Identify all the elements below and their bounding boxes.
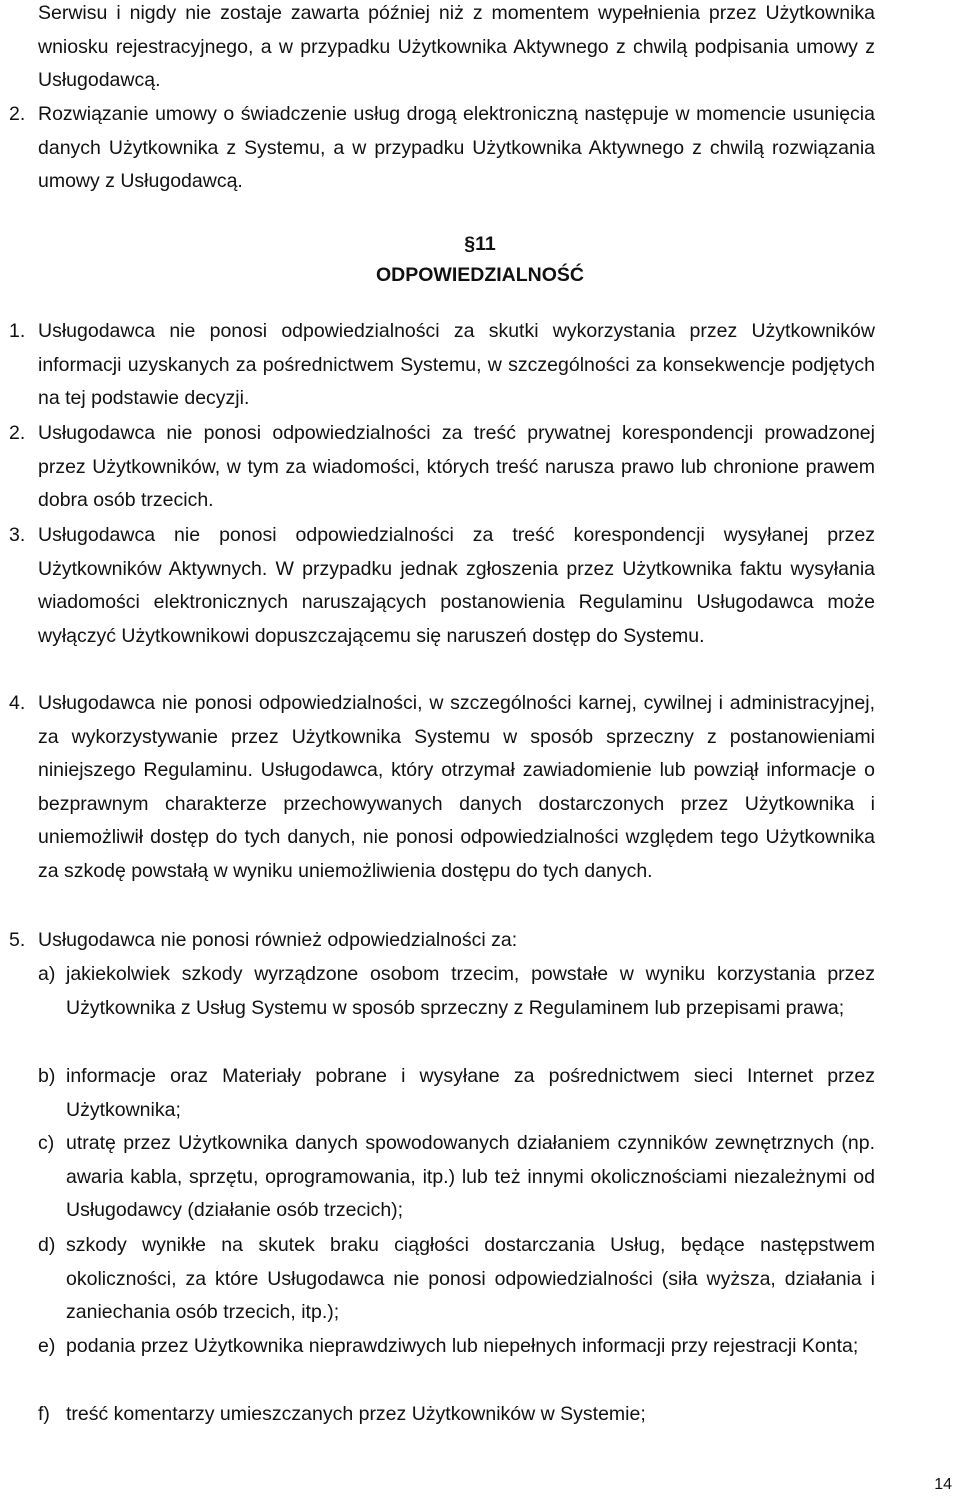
item-5-number: 5. [9,929,26,951]
section-symbol: § [464,233,476,255]
item-3-number: 3. [9,524,26,546]
subitem-d-text: szkody wynikłe na skutek braku ciągłości dostarczania Usług, będące następstwem okoliczności, za które Usługodawca nie ponosi odpowiedzialności (siła wyższa, działania i zaniechania osób trzecich, itp.); [66,1234,875,1324]
item-5-text: Usługodawca nie ponosi również odpowiedzialności za: [38,929,518,951]
subitem-e-number: e) [38,1335,56,1357]
subitem-b-text: informacje oraz Materiały pobrane i wysyłane za pośrednictwem sieci Internet przez Użytkownika; [66,1065,875,1121]
subitem-a-text: jakiekolwiek szkody wyrządzone osobom trzecim, powstałe w wyniku korzystania przez Użytkownika z Usług Systemu w sposób sprzeczny z Regulaminem lub przepisami prawa; [66,963,875,1019]
subitem-c-number: c) [38,1132,55,1154]
subitem-a-number: a) [38,963,56,985]
item-1-text: Usługodawca nie ponosi odpowiedzialności za skutki wykorzystania przez Użytkowników informacji uzyskanych za pośrednictwem Systemu, w szczególności za konsekwencje podjętych na tej podstawie decyzji. [38,320,875,410]
item-2-number: 2. [9,422,26,444]
subitem-d-number: d) [38,1234,56,1256]
section-heading-number [0,228,960,262]
item-3-text: Usługodawca nie ponosi odpowiedzialności za treść korespondencji wysyłanej przez Użytkowników Aktywnych. W przypadku jednak zgłoszenia przez Użytkownika faktu wysyłania wiadomości elektronicznych naruszających postanowienia Regulaminu Usługodawca może wyłączyć Użytkownikowi dopuszczającemu się naruszeń dostęp do Systemu. [38,524,875,647]
item-4-text: Usługodawca nie ponosi odpowiedzialności, w szczególności karnej, cywilnej i administracyjnej, za wykorzystywanie przez Użytkownika Systemu w sposób sprzeczny z postanowieniami niniejszego Regulaminu. Usługodawca, który otrzymał zawiadomienie lub powziął informacje o bezprawnym charakterze przechowywanych danych dostarczonych przez Użytkownika i uniemożliwił dostęp do tych danych, nie ponosi odpowiedzialności względem tego Użytkownika za szkodę powstałą w wyniku uniemożliwienia dostępu do tych danych. [38,692,875,882]
prev-item-2-text: Rozwiązanie umowy o świadczenie usług drogą elektroniczną następuje w momencie usunięcia danych Użytkownika z Systemu, a w przypadku Użytkownika Aktywnego z chwilą rozwiązania umowy z Usługodawcą. [38,103,875,193]
subitem-e-text: podania przez Użytkownika nieprawdziwych lub niepełnych informacji przy rejestracji Konta; [66,1335,859,1357]
section-number: 11 [475,233,496,255]
continuation-paragraph: Serwisu i nigdy nie zostaje zawarta później niż z momentem wypełnienia przez Użytkownika wniosku rejestracyjnego, a w przypadku Użytkownika Aktywnego z chwilą podpisania umowy z Usługodawcą. [38,2,875,92]
subitem-f-text: treść komentarzy umieszczanych przez Użytkowników w Systemie; [66,1403,646,1425]
page-number: 14 [934,1476,952,1493]
item-1-number: 1. [9,320,26,342]
item-4-number: 4. [9,692,26,714]
subitem-b-number: b) [38,1065,56,1087]
subitem-f-number: f) [38,1403,50,1425]
prev-item-2-number: 2. [9,103,26,125]
section-title: ODPOWIEDZIALNOŚĆ [376,264,584,286]
subitem-c-text: utratę przez Użytkownika danych spowodowanych działaniem czynników zewnętrznych (np. awaria kabla, sprzętu, oprogramowania, itp.) lub też innymi okolicznościami niezależnymi od Usługodawcy (działanie osób trzecich); [66,1132,875,1222]
item-2-text: Usługodawca nie ponosi odpowiedzialności za treść prywatnej korespondencji prowadzonej przez Użytkowników, w tym za wiadomości, których treść narusza prawo lub chronione prawem dobra osób trzecich. [38,422,875,512]
